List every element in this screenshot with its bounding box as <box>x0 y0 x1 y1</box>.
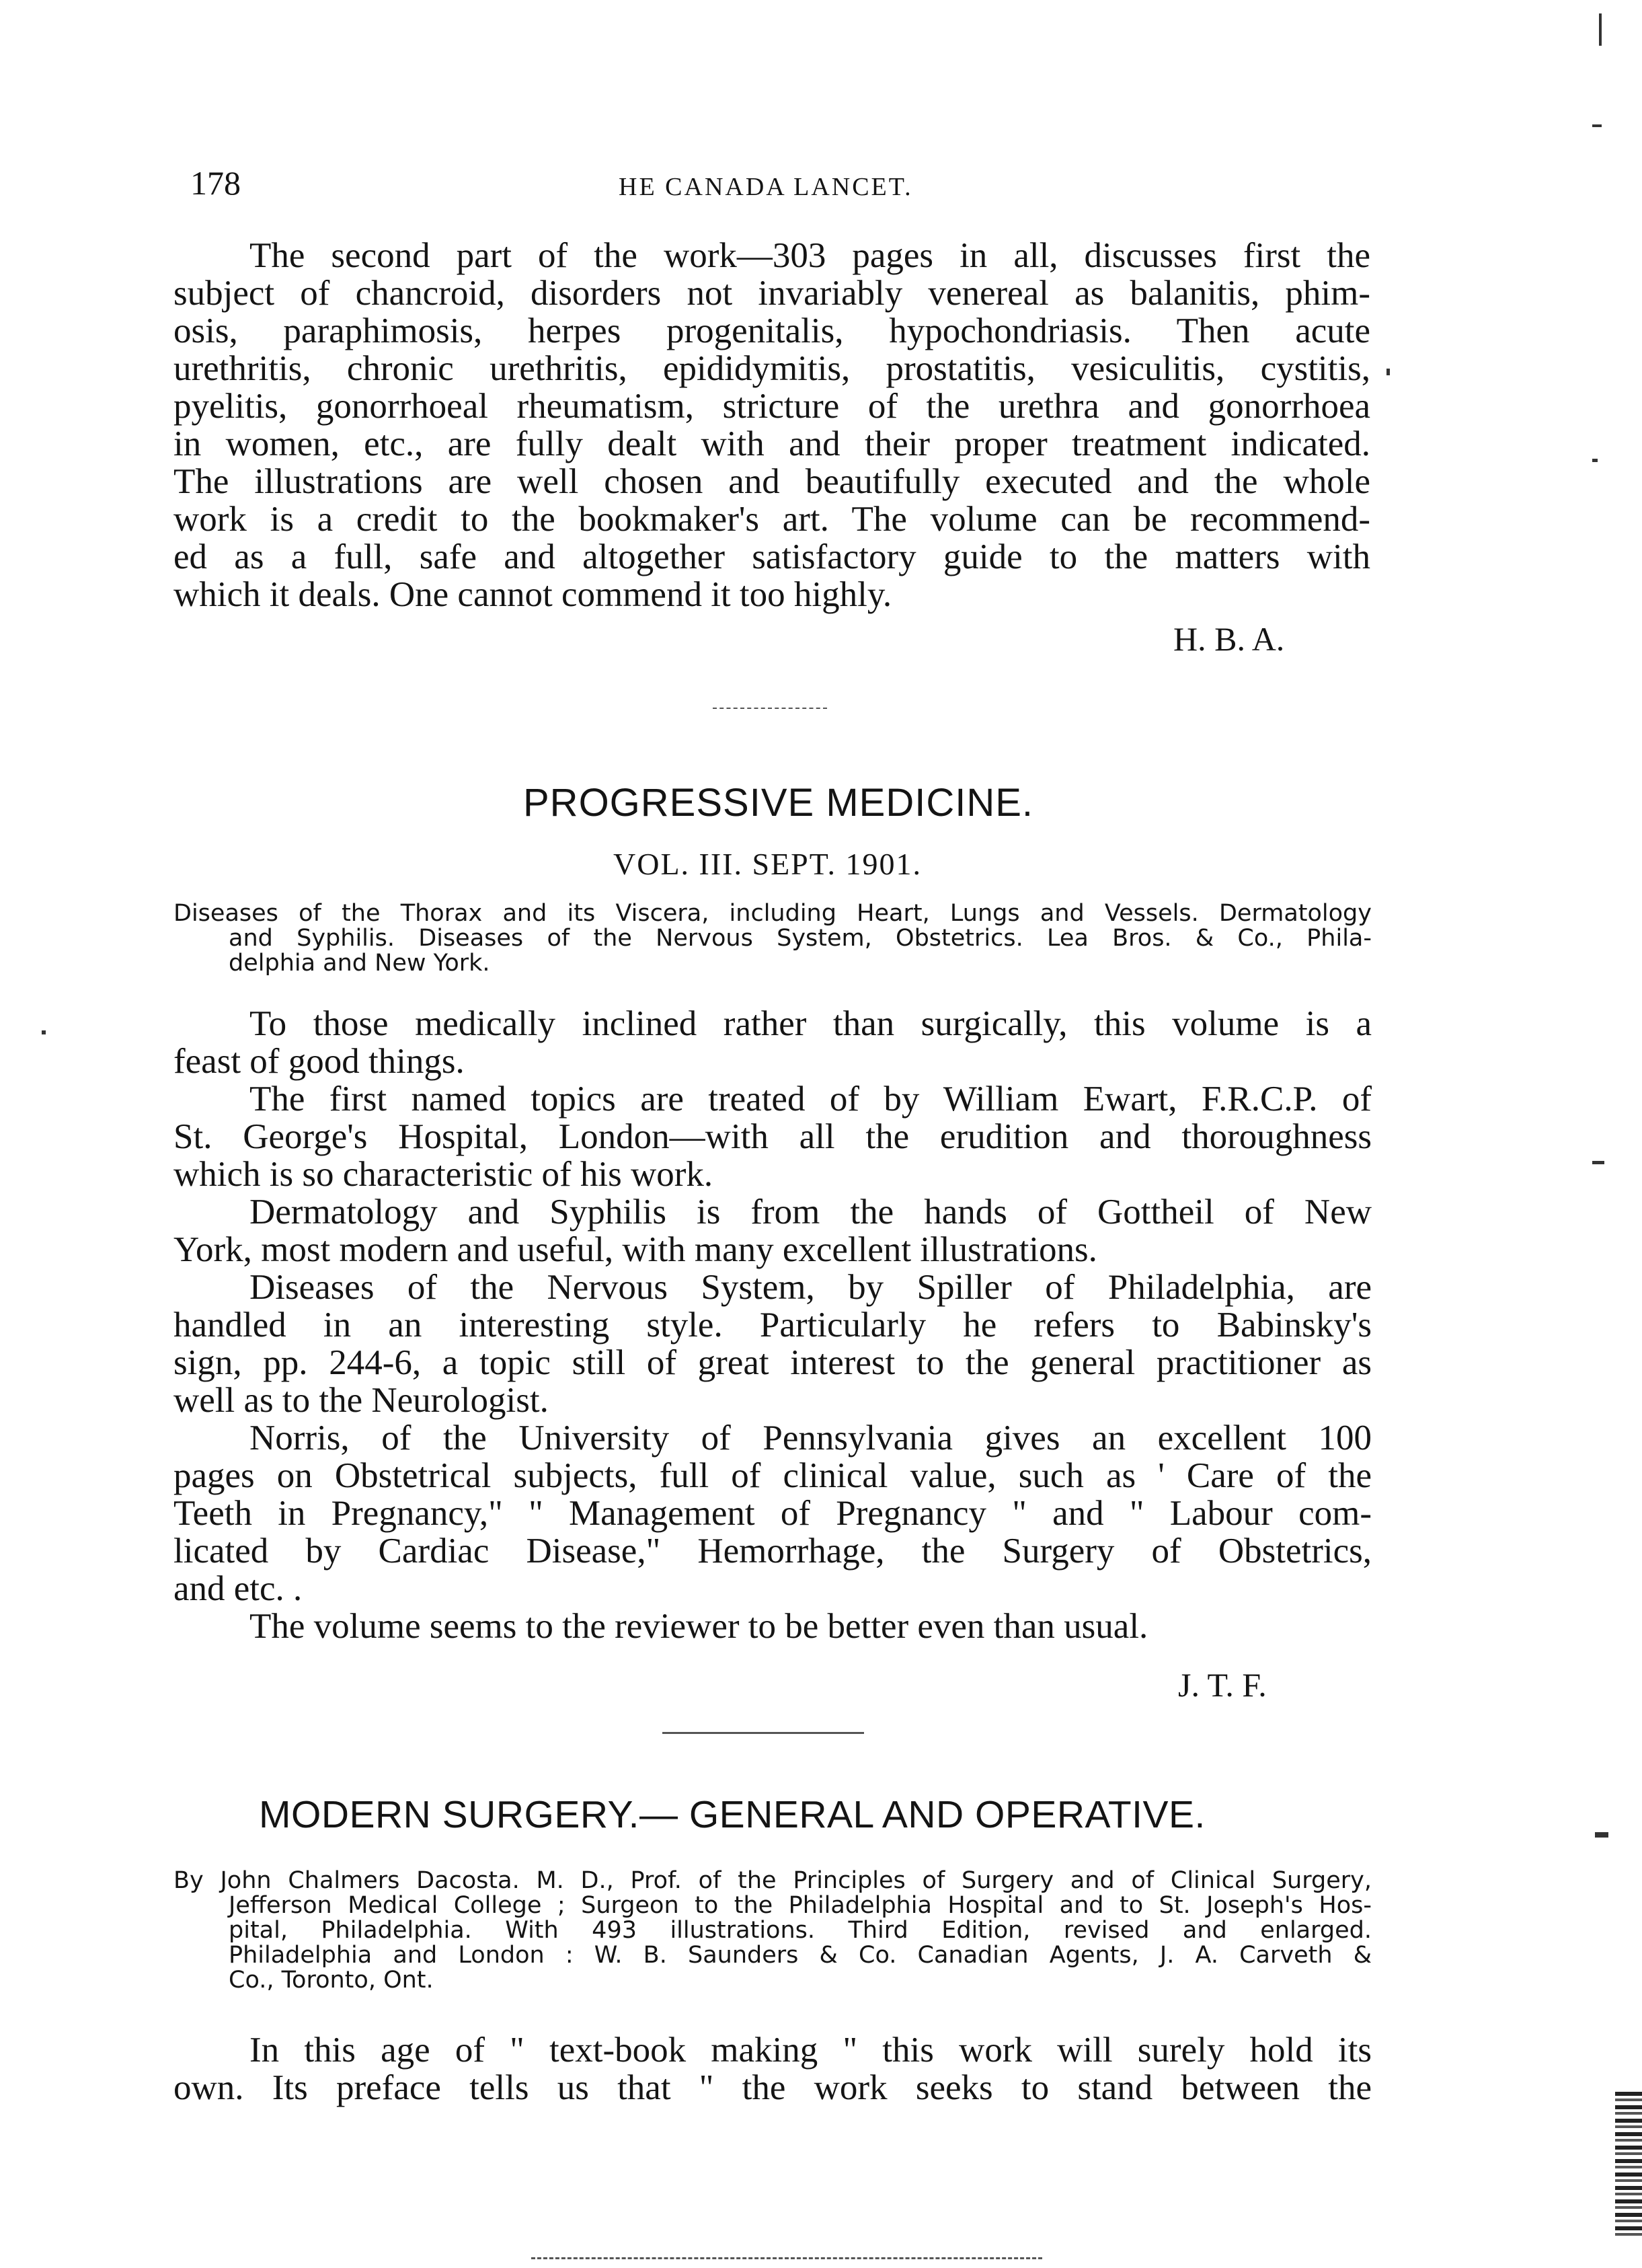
text-line: and etc. . <box>173 1569 303 1608</box>
separator-dashes <box>713 708 827 709</box>
text-line: handled in an interesting style. Particularly he refers to Babinsky's <box>173 1306 1372 1345</box>
text-line: Teeth in Pregnancy," " Management of Pregnancy " and " Labour com- <box>173 1494 1372 1533</box>
reference-line: Diseases of the Thorax and its Viscera, including Heart, Lungs and Vessels. Dermatology <box>173 900 1372 927</box>
text-line: The illustrations are well chosen and beautifully executed and the whole <box>173 462 1370 501</box>
text-line: Norris, of the University of Pennsylvania gives an excellent 100 <box>249 1419 1372 1458</box>
reference-line: By John Chalmers Dacosta. M. D., Prof. of the Principles of Surgery and of Clinical Surgery, <box>173 1867 1372 1894</box>
text-line: The second part of the work—303 pages in all, discusses first the <box>249 236 1370 275</box>
margin-mark <box>1592 459 1598 462</box>
text-line: which it deals. One cannot commend it too highly. <box>173 575 892 614</box>
page-number: 178 <box>190 164 241 202</box>
bottom-rule <box>531 2257 1042 2259</box>
text-line: To those medically inclined rather than surgically, this volume is a <box>249 1004 1372 1043</box>
text-line: York, most modern and useful, with many excellent illustrations. <box>173 1230 1097 1269</box>
text-line: subject of chancroid, disorders not invariably venereal as balanitis, phim- <box>173 274 1370 313</box>
margin-mark <box>42 1030 46 1034</box>
text-line: well as to the Neurologist. <box>173 1381 549 1420</box>
review1-signature: H. B. A. <box>1173 620 1285 658</box>
margin-mark <box>1592 124 1602 127</box>
text-line: licated by Cardiac Disease," Hemorrhage, the Surgery of Obstetrics, <box>173 1532 1372 1571</box>
text-line: The volume seems to the reviewer to be better even than usual. <box>249 1607 1148 1646</box>
scan-edge-noise <box>1615 2092 1642 2240</box>
text-line: which is so characteristic of his work. <box>173 1155 713 1194</box>
reference-line: Co., Toronto, Ont. <box>229 1967 434 1994</box>
review3-body <box>173 2031 1372 2107</box>
text-line: own. Its preface tells us that " the work seeks to stand between the <box>173 2068 1372 2107</box>
review3-reference <box>173 1868 1372 1993</box>
review2-body <box>173 1005 1372 1645</box>
reference-line: and Syphilis. Diseases of the Nervous System, Obstetrics. Lea Bros. & Co., Phila- <box>229 925 1372 952</box>
text-line: in women, etc., are fully dealt with and their proper treatment indicated. <box>173 424 1370 463</box>
text-line: The first named topics are treated of by William Ewart, F.R.C.P. of <box>249 1080 1372 1119</box>
separator-rule <box>662 1732 864 1734</box>
reference-line: Philadelphia and London : W. B. Saunders & Co. Canadian Agents, J. A. Carveth & <box>229 1942 1372 1969</box>
review2-reference <box>173 901 1372 976</box>
running-title: HE CANADA LANCET. <box>619 173 913 201</box>
reference-line: pital, Philadelphia. With 493 illustrations. Third Edition, revised and enlarged. <box>229 1917 1372 1944</box>
text-line: ed as a full, safe and altogether satisfactory guide to the matters with <box>173 537 1370 576</box>
text-line: In this age of " text-book making " this work will surely hold its <box>249 2031 1372 2070</box>
text-line: Diseases of the Nervous System, by Spiller of Philadelphia, are <box>249 1268 1372 1307</box>
text-line: urethritis, chronic urethritis, epididymitis, prostatitis, vesiculitis, cystitis, <box>173 349 1370 388</box>
section-title-modern-surgery: MODERN SURGERY.— GENERAL AND OPERATIVE. <box>259 1793 1206 1836</box>
margin-mark <box>1386 369 1390 375</box>
text-line: sign, pp. 244-6, a topic still of great interest to the general practitioner as <box>173 1343 1372 1382</box>
text-line: St. George's Hospital, London—with all the erudition and thoroughness <box>173 1117 1372 1156</box>
reference-line: Jefferson Medical College ; Surgeon to the Philadelphia Hospital and to St. Joseph's Hos- <box>229 1892 1372 1919</box>
section-title-progressive-medicine: PROGRESSIVE MEDICINE. <box>523 781 1034 825</box>
section-volume: VOL. III. SEPT. 1901. <box>613 847 922 881</box>
text-line: osis, paraphimosis, herpes progenitalis, hypochondriasis. Then acute <box>173 311 1370 350</box>
review2-signature: J. T. F. <box>1178 1666 1267 1704</box>
text-line: feast of good things. <box>173 1042 465 1081</box>
margin-mark <box>1595 1832 1608 1838</box>
text-line: pages on Obstetrical subjects, full of clinical value, such as ' Care of the <box>173 1456 1372 1495</box>
review1-body <box>173 237 1370 613</box>
margin-mark <box>1592 1161 1604 1164</box>
text-line: pyelitis, gonorrhoeal rheumatism, stricture of the urethra and gonorrhoea <box>173 387 1370 426</box>
reference-line: delphia and New York. <box>229 950 490 977</box>
text-line: work is a credit to the bookmaker's art. The volume can be recommend- <box>173 500 1370 539</box>
margin-mark <box>1599 13 1602 46</box>
text-line: Dermatology and Syphilis is from the hands of Gottheil of New <box>249 1193 1372 1232</box>
